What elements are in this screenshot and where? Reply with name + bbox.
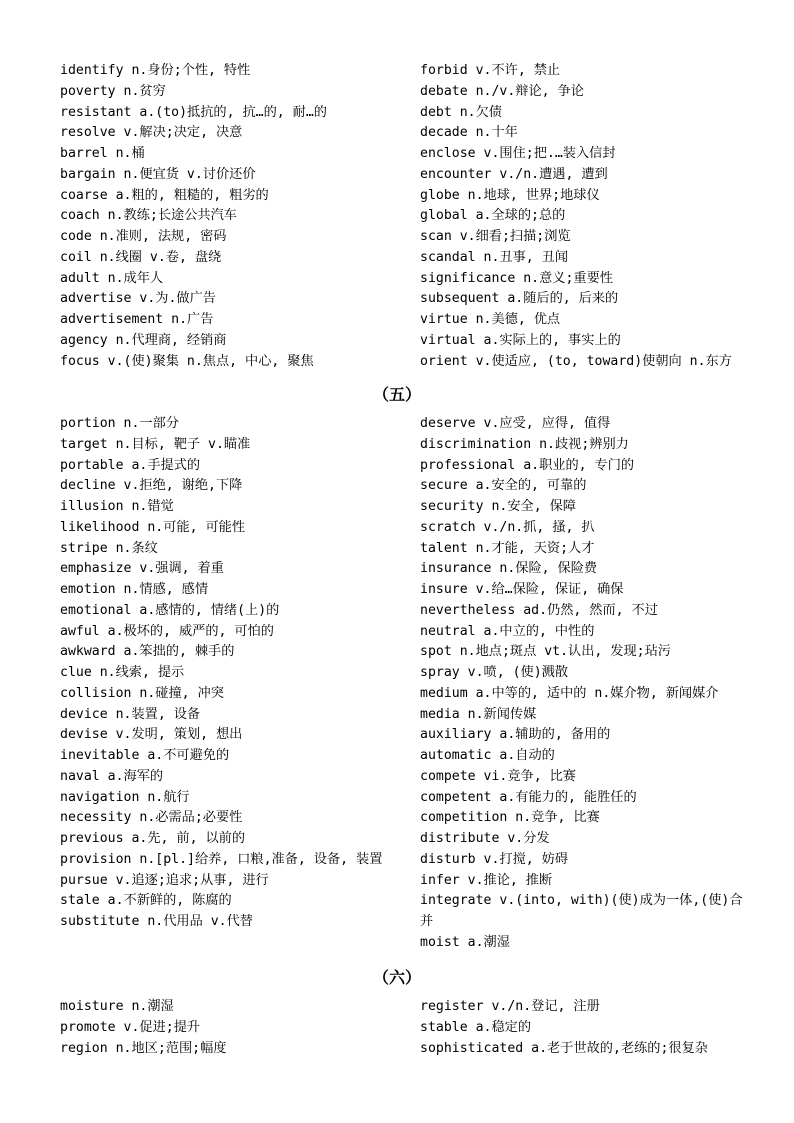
vocab-entry: emotional a.感情的, 情绪(上)的 — [60, 602, 280, 618]
vocab-entry: promote v.促进;提升 — [60, 1019, 201, 1035]
section-heading-5: （五） — [372, 385, 421, 404]
vocab-entry: stale a.不新鲜的, 陈腐的 — [60, 893, 232, 909]
vocab-entry: coil n.线圈 v.卷, 盘绕 — [60, 249, 222, 265]
vocab-entry: previous a.先, 前, 以前的 — [60, 831, 246, 846]
vocab-entry: nevertheless ad.仍然, 然而, 不过 — [420, 602, 658, 618]
vocab-entry: code n.准则, 法规, 密码 — [60, 229, 227, 244]
vocab-entry: automatic a.自动的 — [420, 748, 555, 763]
vocab-columns — [60, 61, 750, 372]
vocab-section-6 — [60, 997, 750, 1059]
vocab-entry: device n.装置, 设备 — [60, 706, 201, 722]
vocab-entry: identify n.身份;个性, 特性 — [60, 63, 251, 78]
vocab-entry: discrimination n.歧视;辨别力 — [420, 436, 629, 452]
vocab-entry: auxiliary a.辅助的, 备用的 — [420, 727, 611, 743]
vocab-entry: devise v.发明, 策划, 想出 — [60, 727, 243, 743]
vocab-entry: insurance n.保险, 保险费 — [420, 561, 598, 577]
vocab-entry: advertisement n.广告 — [60, 312, 214, 327]
vocab-column-right — [420, 61, 750, 372]
section-heading-6: （六） — [372, 968, 421, 987]
vocab-entry: resolve v.解决;决定, 决意 — [60, 125, 243, 141]
vocab-entry: moist a.潮湿 — [420, 934, 510, 950]
vocab-entry: decline v.拒绝, 谢绝,下降 — [60, 478, 243, 494]
vocab-entry: spot n.地点;斑点 vt.认出, 发现;玷污 — [420, 644, 671, 660]
vocab-column-left — [60, 414, 405, 954]
vocab-entry: globe n.地球, 世界;地球仪 — [420, 187, 600, 203]
vocab-entry: inevitable a.不可避免的 — [60, 748, 230, 763]
vocab-entry: awful a.极坏的, 威严的, 可怕的 — [60, 623, 274, 639]
vocab-section-5 — [60, 414, 750, 954]
vocab-entry: likelihood n.可能, 可能性 — [60, 519, 246, 535]
vocab-entry: competent a.有能力的, 能胜任的 — [420, 789, 637, 805]
vocab-entry: register v./n.登记, 注册 — [420, 999, 600, 1014]
vocab-entry: naval a.海军的 — [60, 768, 164, 784]
vocab-entry: resistant a.(to)抵抗的, 抗…的, 耐…的 — [60, 104, 327, 120]
vocab-entry: clue n.线索, 提示 — [60, 665, 185, 680]
vocab-entry: focus v.(使)聚集 n.焦点, 中心, 聚焦 — [60, 353, 314, 369]
vocab-entry: forbid v.不许, 禁止 — [420, 63, 561, 78]
vocab-entry: virtue n.美德, 优点 — [420, 312, 561, 327]
vocab-entry: professional a.职业的, 专门的 — [420, 457, 635, 473]
vocab-entry: adult n.成年人 — [60, 270, 164, 286]
vocab-section-4 — [60, 61, 750, 372]
vocab-entry: medium a.中等的, 适中的 n.媒介物, 新闻媒介 — [420, 685, 719, 701]
vocab-entry: coach n.教练;长途公共汽车 — [60, 208, 237, 224]
vocab-entry: subsequent a.随后的, 后来的 — [420, 291, 619, 307]
vocab-column-right — [420, 997, 750, 1059]
vocab-entry: scan v.细看;扫描;浏览 — [420, 229, 571, 244]
vocab-entry: orient v.使适应, (to, toward)使朝向 n.东方 — [420, 353, 732, 369]
vocab-entry: advertise v.为.做广告 — [60, 291, 216, 307]
vocab-entry: virtual a.实际上的, 事实上的 — [420, 332, 621, 348]
vocab-entry: sophisticated a.老于世故的,老练的;很复杂 — [420, 1040, 708, 1056]
vocab-entry: decade n.十年 — [420, 125, 518, 141]
vocab-entry: portion n.一部分 — [60, 416, 179, 431]
vocab-column-left — [60, 997, 405, 1059]
vocab-entry: media n.新闻传媒 — [420, 706, 537, 722]
vocab-entry: spray v.喷, (使)溅散 — [420, 665, 569, 680]
vocab-entry: talent n.才能, 天资;人才 — [420, 540, 595, 556]
vocab-entry: debate n./v.辩论, 争论 — [420, 83, 584, 99]
vocab-columns — [60, 414, 750, 954]
vocab-entry: provision n.[pl.]给养, 口粮,准备, 设备, 装置 — [60, 851, 383, 867]
vocab-entry: encounter v./n.遭遇, 遭到 — [420, 166, 608, 182]
vocab-entry: compete vi.竞争, 比赛 — [420, 768, 576, 784]
vocab-columns — [60, 997, 750, 1059]
vocab-entry: collision n.碰撞, 冲突 — [60, 685, 224, 701]
vocab-entry: agency n.代理商, 经销商 — [60, 332, 227, 348]
vocab-entry: target n.目标, 靶子 v.瞄准 — [60, 436, 251, 452]
vocab-entry: barrel n.桶 — [60, 146, 145, 161]
vocab-entry: secure a.安全的, 可靠的 — [420, 478, 587, 494]
vocab-entry: infer v.推论, 推断 — [420, 872, 553, 888]
vocab-entry: neutral a.中立的, 中性的 — [420, 623, 595, 639]
vocab-entry: coarse a.粗的, 粗糙的, 粗劣的 — [60, 187, 269, 203]
vocab-entry: illusion n.错觉 — [60, 499, 174, 514]
vocab-entry: pursue v.追逐;追求;从事, 进行 — [60, 872, 269, 888]
vocab-column-right — [420, 414, 750, 954]
vocab-entry: stripe n.条纹 — [60, 540, 158, 556]
vocab-entry: distribute v.分发 — [420, 831, 550, 846]
vocab-entry: debt n.欠债 — [420, 104, 502, 120]
vocab-entry: disturb v.打搅, 妨碍 — [420, 851, 569, 867]
vocab-entry: awkward a.笨拙的, 棘手的 — [60, 644, 235, 660]
vocab-entry: emphasize v.强调, 着重 — [60, 561, 224, 577]
vocab-entry: integrate v.(into, with)(使)成为一体,(使)合并 — [420, 893, 743, 929]
vocab-entry: scratch v./n.抓, 搔, 扒 — [420, 519, 595, 535]
vocab-entry: moisture n.潮湿 — [60, 999, 174, 1014]
vocab-entry: poverty n.贫穷 — [60, 83, 166, 99]
vocab-entry: scandal n.丑事, 丑闻 — [420, 249, 569, 265]
vocab-entry: global a.全球的;总的 — [420, 208, 566, 224]
vocab-entry: emotion n.情感, 感情 — [60, 582, 209, 597]
vocab-entry: stable a.稳定的 — [420, 1019, 532, 1035]
vocab-entry: navigation n.航行 — [60, 789, 190, 805]
vocab-entry: region n.地区;范围;幅度 — [60, 1040, 227, 1056]
vocab-entry: portable a.手提式的 — [60, 457, 201, 473]
vocab-entry: deserve v.应受, 应得, 值得 — [420, 416, 611, 431]
vocab-entry: substitute n.代用品 v.代替 — [60, 914, 253, 929]
vocab-entry: necessity n.必需品;必要性 — [60, 810, 243, 826]
vocab-entry: competition n.竞争, 比赛 — [420, 810, 600, 826]
vocab-column-left — [60, 61, 405, 372]
vocab-entry: enclose v.围住;把.…装入信封 — [420, 146, 616, 161]
vocab-entry: security n.安全, 保障 — [420, 499, 576, 514]
vocab-entry: insure v.给…保险, 保证, 确保 — [420, 582, 624, 597]
vocab-entry: bargain n.便宜货 v.讨价还价 — [60, 166, 256, 182]
vocab-entry: significance n.意义;重要性 — [420, 270, 613, 286]
